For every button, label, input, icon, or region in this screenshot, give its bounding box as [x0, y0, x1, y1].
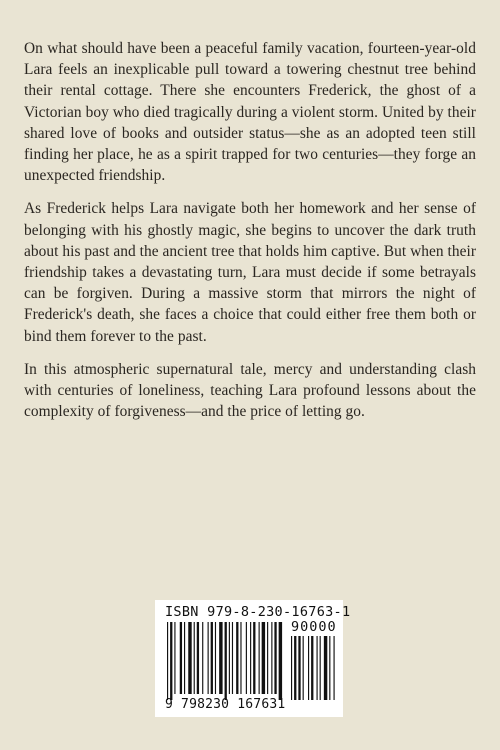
- barcode-bar: [219, 622, 222, 694]
- barcode-bar: [208, 622, 209, 694]
- barcode-bar: [259, 622, 260, 694]
- barcode-bar: [279, 622, 282, 700]
- barcode-bar: [202, 622, 203, 694]
- barcode-bar: [170, 622, 172, 700]
- barcode-bar: [232, 622, 233, 694]
- barcode-bar: [184, 622, 185, 694]
- barcode-bar: [236, 622, 238, 694]
- barcode-bar: [211, 622, 213, 694]
- barcode-bar: [225, 622, 227, 700]
- blurb-paragraph-2: As Frederick helps Lara navigate both her homework and her sense of belonging with his ghostly magic, she begins to uncover the dark truth about his past and the ancient tree that holds him captive. But when their friendship takes a devastating turn, Lara must decide if some betrayals can be forgiven. During a massive storm that mirrors the night of Frederick's death, she faces a choice that could either free them both or bind them forever to the past.: [24, 200, 476, 345]
- barcode-bar: [253, 622, 255, 694]
- barcode-bar: [303, 636, 304, 700]
- barcode-bar: [320, 636, 321, 700]
- barcode-bar: [240, 622, 241, 694]
- barcode-bar: [308, 636, 309, 700]
- barcode-bar: [215, 622, 216, 694]
- barcode-bar: [262, 622, 265, 694]
- barcode-bar: [188, 622, 191, 694]
- barcode-bar: [167, 622, 168, 700]
- price-addon-code: 90000: [291, 619, 337, 635]
- barcode-bar: [291, 636, 292, 700]
- barcode-bar: [294, 636, 296, 700]
- barcode-bar: [267, 622, 268, 694]
- barcode-bar: [324, 636, 327, 700]
- barcode-bar: [298, 636, 300, 700]
- barcode-bar: [246, 622, 247, 694]
- isbn-label: ISBN 979-8-230-16763-1: [165, 604, 351, 620]
- back-cover-blurb: [24, 38, 476, 434]
- barcode-bar: [174, 622, 175, 694]
- barcode-bar: [317, 636, 318, 700]
- barcode-bar: [274, 622, 276, 694]
- barcode-bar: [271, 622, 272, 694]
- barcode-bar: [250, 622, 251, 694]
- barcode-bar: [334, 636, 335, 700]
- barcode-bar: [194, 622, 195, 694]
- blurb-paragraph-3: In this atmospheric supernatural tale, mercy and understanding clash with centuries of loneliness, teaching Lara profound lessons about the complexity of forgiveness—and the price of letting go.: [24, 360, 476, 421]
- isbn-barcode: [155, 600, 351, 717]
- barcode-bar: [229, 622, 230, 694]
- ean-digits: 9 798230 167631: [165, 697, 286, 712]
- barcode-bar: [197, 622, 199, 694]
- barcode-bar: [329, 636, 330, 700]
- blurb-paragraph-1: On what should have been a peaceful family vacation, fourteen-year-old Lara feels an inexplicable pull toward a towering chestnut tree behind their rental cottage. There she encounters Frederick, the ghost of a Victorian boy who died tragically during a violent storm. United by their shared love of books and outsider status—she as an adopted teen still finding her place, he as a spirit trapped for two centuries—they forge an unexpected friendship.: [24, 40, 476, 185]
- barcode-bar: [311, 636, 313, 700]
- barcode-bar: [180, 622, 182, 694]
